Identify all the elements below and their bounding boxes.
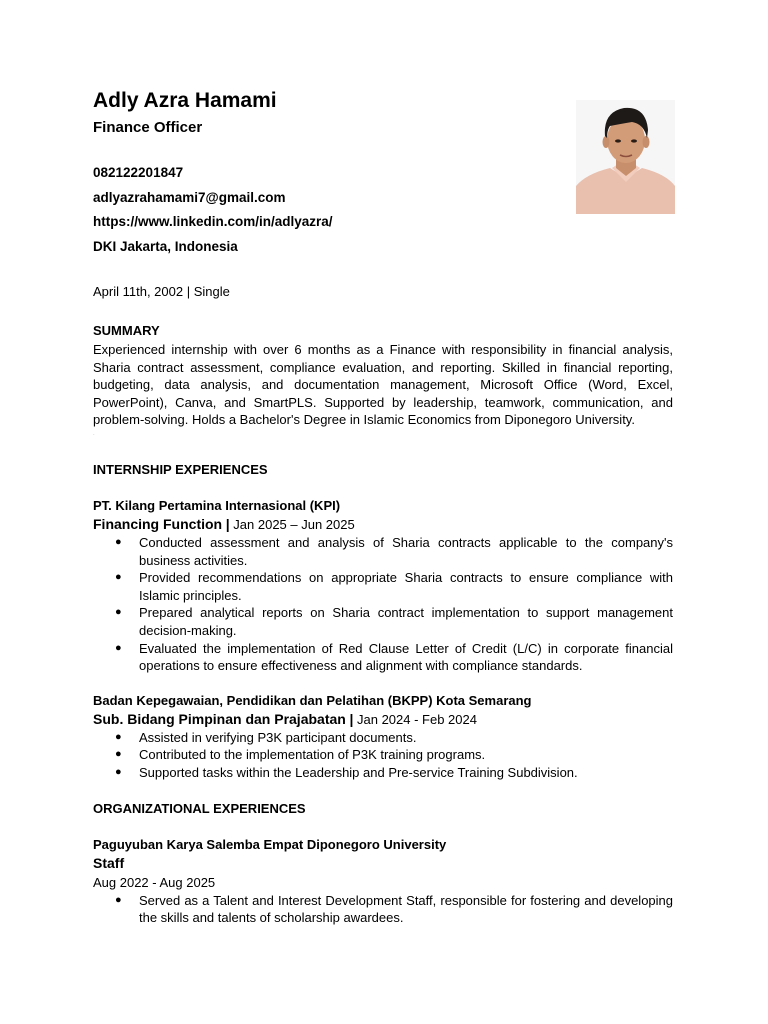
internship-entry [93, 497, 673, 675]
list-item [93, 569, 673, 604]
entry-period: Jan 2024 - Feb 2024 [357, 711, 477, 727]
entry-position-line [93, 854, 673, 873]
list-item [93, 729, 673, 747]
stray-mark: . [93, 430, 95, 437]
internship-entry [93, 692, 673, 782]
contact-location: DKI Jakarta, Indonesia [93, 238, 238, 254]
entry-position-line [93, 515, 673, 534]
bullet-text: Conducted assessment and analysis of Sharia contracts applicable to the company's business activities. [139, 534, 673, 568]
entry-bullets [93, 534, 673, 675]
bullet-text: Provided recommendations on appropriate Sharia contracts to ensure compliance with Islamic principles. [139, 570, 673, 603]
list-item [93, 534, 673, 569]
bullet-icon: ● [115, 641, 122, 654]
bullet-text: Served as a Talent and Interest Development Staff, responsible for fostering and developing the skills and talents of scholarship awardees. [139, 892, 673, 926]
list-item [93, 892, 673, 927]
entry-bullets [93, 729, 673, 782]
entry-position: Financing Function [93, 515, 223, 532]
bullet-icon: ● [115, 730, 122, 743]
organization-heading: ORGANIZATIONAL EXPERIENCES [93, 800, 306, 816]
entry-bullets [93, 892, 673, 927]
bullet-icon: ● [115, 535, 122, 548]
contact-linkedin: https://www.linkedin.com/in/adlyazra/ [93, 214, 333, 229]
entry-organization: Paguyuban Karya Salemba Empat Diponegoro University [93, 836, 447, 852]
bullet-text: Supported tasks within the Leadership and Pre-service Training Subdivision. [139, 764, 578, 780]
entry-position: Sub. Bidang Pimpinan dan Prajabatan [93, 710, 346, 727]
entry-period: Aug 2022 - Aug 2025 [93, 874, 216, 890]
list-item [93, 604, 673, 639]
entry-position-line [93, 710, 673, 729]
summary-heading: SUMMARY [93, 323, 160, 338]
bullet-icon: ● [115, 748, 122, 761]
contact-email: adlyazrahamami7@gmail.com [93, 189, 286, 205]
bullet-icon: ● [115, 571, 122, 584]
candidate-name: Adly Azra Hamami [93, 89, 277, 112]
list-item [93, 746, 673, 764]
list-item [93, 640, 673, 675]
resume-page [93, 86, 673, 927]
summary-text: Experienced internship with over 6 months as a Finance with responsibility in financial analysis, Sharia contract assessment, compliance evaluation, and reporting. Skilled in financial reporting, budgeting, data analysis, and documentation management, Microsoft Office (Word, Excel, PowerPoint), Canva, and SmartPLS. Supported by leadership, teamwork, communication, and problem-solving. Holds a Bachelor's Degree in Islamic Economics from Diponegoro University. [93, 342, 673, 428]
bullet-icon: ● [115, 606, 122, 619]
entry-organization: PT. Kilang Pertamina Internasional (KPI) [93, 497, 341, 513]
bullet-icon: ● [115, 765, 122, 778]
bullet-icon: ● [115, 893, 122, 906]
candidate-role: Finance Officer [93, 119, 203, 136]
entry-position: Staff [93, 854, 125, 871]
entry-organization: Badan Kepegawaian, Pendidikan dan Pelatihan (BKPP) Kota Semarang [93, 692, 532, 708]
bullet-text: Prepared analytical reports on Sharia contract implementation to support management decision-making. [139, 605, 673, 638]
entry-separator: | [349, 710, 354, 727]
birth-status: April 11th, 2002 | Single [93, 284, 230, 299]
contact-phone: 082122201847 [93, 165, 184, 180]
list-item [93, 764, 673, 782]
entry-period: Jan 2025 – Jun 2025 [233, 516, 355, 532]
organization-entry [93, 836, 673, 927]
bullet-text: Contributed to the implementation of P3K training programs. [139, 747, 486, 763]
internship-heading: INTERNSHIP EXPERIENCES [93, 461, 268, 477]
bullet-text: Evaluated the implementation of Red Clause Letter of Credit (L/C) in corporate financial operations to ensure effectiveness and alignment with compliance standards. [139, 640, 673, 674]
bullet-text: Assisted in verifying P3K participant documents. [139, 729, 417, 745]
entry-separator: | [225, 515, 230, 532]
